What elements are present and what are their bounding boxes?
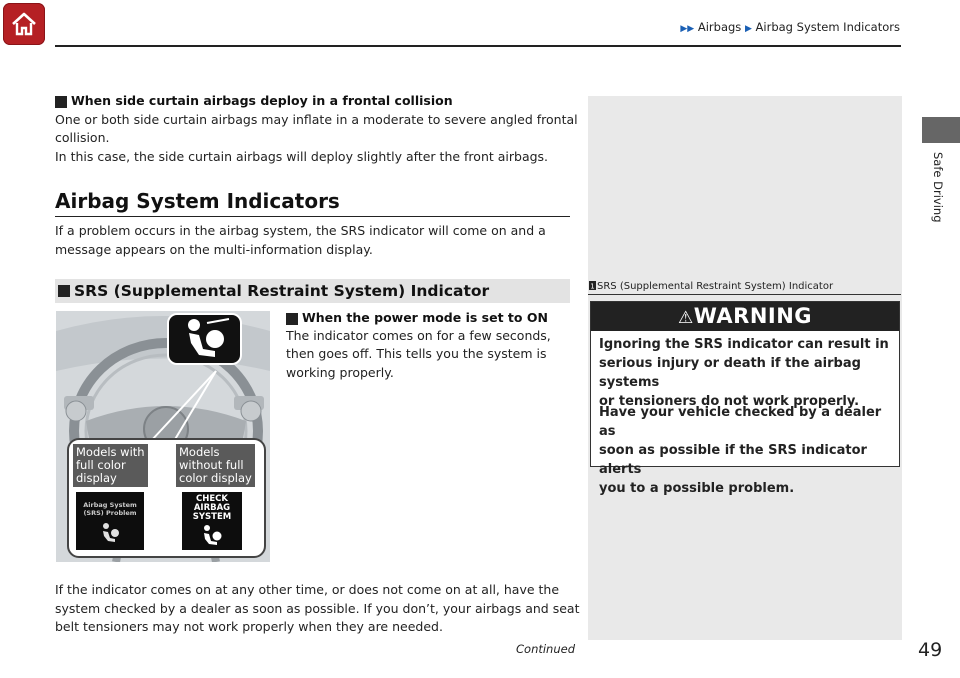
warning-p2-line-1: Have your vehicle checked by a dealer as — [599, 405, 882, 439]
breadcrumb — [680, 20, 900, 34]
side-curtain-para-2: In this case, the side curtain airbags will deploy slightly after the front airbags. — [55, 149, 549, 164]
warning-paragraph-2 — [599, 403, 895, 498]
side-curtain-para-1-line-1: One or both side curtain airbags may inflate in a moderate to severe angled frontal — [55, 112, 578, 127]
airbag-warning-icon — [200, 524, 224, 548]
tag-no-full-color-line-1: Models — [179, 445, 220, 459]
full-color-screen-line-2: (SRS) Problem — [83, 509, 137, 517]
tag-no-full-color — [176, 444, 255, 487]
home-button[interactable] — [3, 3, 45, 45]
side-curtain-para-1-line-2: collision. — [55, 130, 110, 145]
mono-screen-line-3: SYSTEM — [192, 512, 232, 522]
chapter-tab-label: Safe Driving — [931, 152, 945, 223]
indicators-intro-line-2: message appears on the multi-information display. — [55, 242, 373, 257]
power-mode-line-1: The indicator comes on for a few seconds, — [286, 328, 551, 343]
warning-p1-line-3: or tensioners do not work properly. — [599, 394, 860, 409]
indicators-intro-line-1: If a problem occurs in the airbag system, the SRS indicator will come on and a — [55, 223, 546, 238]
chapter-tab-marker[interactable] — [922, 117, 960, 143]
power-mode-line-2: then goes off. This tells you the system is — [286, 346, 547, 361]
warning-p2-line-3: you to a possible problem. — [599, 481, 795, 496]
heading-square-icon — [58, 285, 70, 297]
note-marker-icon — [589, 281, 597, 290]
heading-square-icon — [286, 313, 298, 325]
warning-triangle-icon: ⚠ — [677, 308, 694, 328]
breadcrumb-link-airbags[interactable]: Airbags — [697, 20, 742, 34]
warning-p1-line-1: Ignoring the SRS indicator can result in — [599, 337, 889, 352]
mono-screen-line-1: CHECK — [196, 494, 228, 504]
note-rule — [588, 294, 901, 295]
side-curtain-heading: When side curtain airbags deploy in a frontal collision — [71, 93, 453, 108]
home-icon — [10, 10, 38, 38]
note-title: SRS (Supplemental Restraint System) Indicator — [597, 281, 834, 292]
warning-paragraph-1 — [599, 335, 895, 411]
warning-header — [591, 302, 899, 331]
breadcrumb-arrow-icon: ▶ — [744, 24, 752, 34]
power-mode-line-3: working properly. — [286, 365, 394, 380]
page-number: 49 — [918, 639, 943, 661]
tag-no-full-color-line-2: without full — [179, 458, 244, 472]
mono-screen-line-2: AIRBAG — [193, 503, 231, 513]
srs-footer-line-2: system checked by a dealer as soon as possible. If you don’t, your airbags and seat — [55, 601, 580, 616]
breadcrumb-arrow-icon: ▶▶ — [680, 24, 695, 34]
airbag-warning-icon — [100, 522, 120, 544]
srs-heading: SRS (Supplemental Restraint System) Indicator — [74, 282, 490, 300]
airbag-warning-icon — [169, 315, 240, 363]
warning-label: WARNING — [693, 304, 813, 328]
monochrome-display-screen — [182, 492, 242, 550]
breadcrumb-link-indicators[interactable]: Airbag System Indicators — [755, 20, 900, 34]
warning-p1-line-2: serious injury or death if the airbag systems — [599, 356, 861, 390]
section-title: Airbag System Indicators — [55, 189, 340, 213]
warning-p2-line-2: soon as possible if the SRS indicator alerts — [599, 443, 867, 477]
tag-full-color — [73, 444, 148, 487]
heading-square-icon — [55, 96, 67, 108]
tag-full-color-line-2: full color — [76, 458, 126, 472]
srs-indicator-callout — [167, 313, 242, 365]
tag-no-full-color-line-3: color display — [179, 471, 252, 485]
warning-box — [590, 301, 900, 496]
header-rule — [55, 45, 901, 47]
srs-footer-line-1: If the indicator comes on at any other time, or does not come on at all, have the — [55, 582, 560, 597]
full-color-display-screen — [76, 492, 144, 550]
section-title-rule — [55, 216, 570, 217]
tag-full-color-line-3: display — [76, 471, 117, 485]
continued-label: Continued — [516, 642, 576, 656]
power-mode-heading: When the power mode is set to ON — [302, 310, 548, 325]
full-color-screen-line-1: Airbag System — [83, 501, 137, 509]
srs-footer-line-3: belt tensioners may not work properly when they are needed. — [55, 619, 443, 634]
svg-text:1: 1 — [590, 282, 595, 290]
tag-full-color-line-1: Models with — [76, 445, 145, 459]
